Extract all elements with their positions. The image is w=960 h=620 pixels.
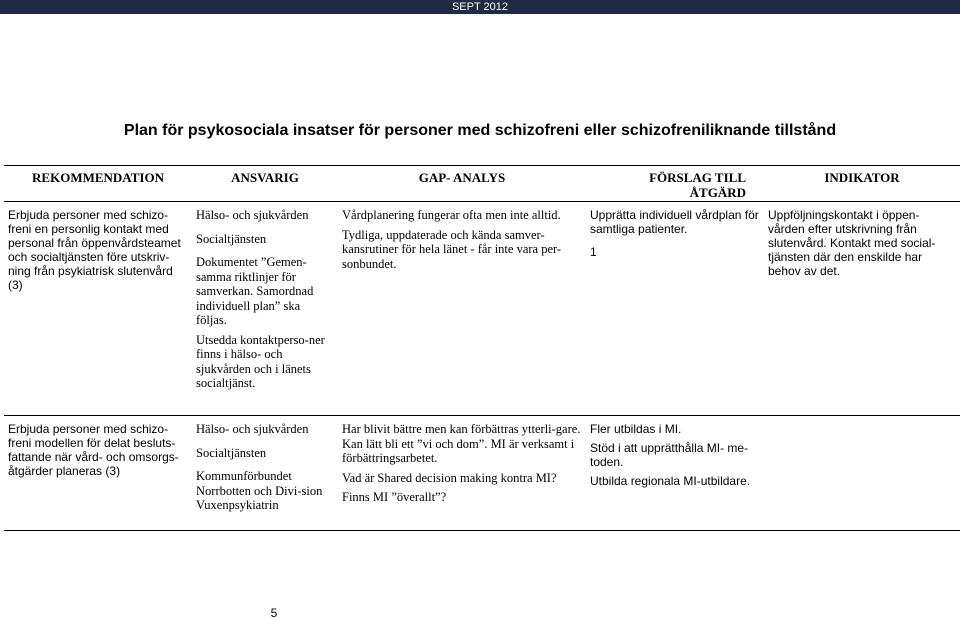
forslag-text: Utbilda regionala MI-utbildare. bbox=[590, 474, 751, 488]
forslag-cell bbox=[586, 202, 764, 416]
gap-analys-text: Vårdplanering fungerar ofta men inte alltid. bbox=[342, 208, 561, 222]
ansvarig-cell bbox=[192, 416, 338, 531]
ansvarig-text: Kommunförbundet Norrbotten och Divi-sion Vuxenpsykiatrin bbox=[196, 469, 323, 512]
forslag-text: Stöd i att upprätthålla MI- me-toden. bbox=[590, 441, 749, 469]
forslag-text: Fler utbildas i MI. bbox=[590, 422, 682, 436]
forslag-cell bbox=[586, 416, 764, 531]
ansvarig-cell bbox=[192, 202, 338, 416]
column-header-forslag-till-atgard: FÖRSLAG TILL ÅTGÄRD bbox=[586, 166, 764, 202]
forslag-text: 1 bbox=[590, 245, 597, 259]
column-header-rekommendation: REKOMMENDATION bbox=[4, 166, 192, 202]
gap-analys-cell bbox=[338, 416, 586, 531]
gap-analys-cell bbox=[338, 202, 586, 416]
column-header-gap-analys: GAP- ANALYS bbox=[338, 166, 586, 202]
indikator-cell bbox=[764, 416, 960, 531]
ansvarig-text: Hälso- och sjukvården bbox=[196, 208, 309, 222]
ansvarig-text: Socialtjänsten bbox=[196, 445, 267, 460]
table-header-row bbox=[4, 166, 960, 202]
document-header-date: SEPT 2012 bbox=[0, 0, 960, 14]
table-row bbox=[4, 202, 960, 416]
column-header-indikator: INDIKATOR bbox=[764, 166, 960, 202]
ansvarig-text: Dokumentet ”Gemen-samma riktlinjer för samverkan. Samordnad individuell plan” ska följas. bbox=[196, 255, 314, 327]
column-header-ansvarig: ANSVARIG bbox=[192, 166, 338, 202]
document-title: Plan för psykosociala insatser för personer med schizofreni eller schizofreniliknande tillstånd bbox=[123, 122, 837, 139]
gap-analys-text: Vad är Shared decision making kontra MI? bbox=[342, 470, 557, 485]
gap-analys-text: Tydliga, uppdaterade och kända samver-kansrutiner för hela länet - får inte vara per-sonbundet. bbox=[342, 227, 562, 271]
rekommendation-cell: Erbjuda personer med schizo-freni en personlig kontakt med personal från öppenvårdsteamet och socialtjänsten före utskriv-ning från psykiatrisk slutenvård (3) bbox=[4, 202, 192, 416]
rekommendation-cell: Erbjuda personer med schizo-freni modellen för delat besluts-fattande när vård- och omsorgs-åtgärder planeras (3) bbox=[4, 416, 192, 531]
page-number: 5 bbox=[270, 606, 278, 620]
table-row bbox=[4, 416, 960, 531]
ansvarig-text: Hälso- och sjukvården bbox=[196, 422, 309, 436]
forslag-text: Upprätta individuell vårdplan för samtliga patienter. bbox=[590, 208, 759, 236]
plan-table bbox=[4, 165, 960, 531]
ansvarig-text: Utsedda kontaktperso-ner finns i hälso- och sjukvården och i länets socialtjänst. bbox=[196, 332, 325, 390]
gap-analys-text: Finns MI ”överallt”? bbox=[342, 490, 447, 504]
indikator-cell: Uppföljningskontakt i öppen-vården efter utskrivning från slutenvård. Kontakt med social-tjänsten där den enskilde har behov av det. bbox=[764, 202, 960, 416]
ansvarig-text: Socialtjänsten bbox=[196, 231, 267, 246]
gap-analys-text: Har blivit bättre men kan förbättras ytterli-gare. Kan lätt bli ett ”vi och dom”. MI är verksamt i förbättringsarbetet. bbox=[342, 422, 581, 465]
